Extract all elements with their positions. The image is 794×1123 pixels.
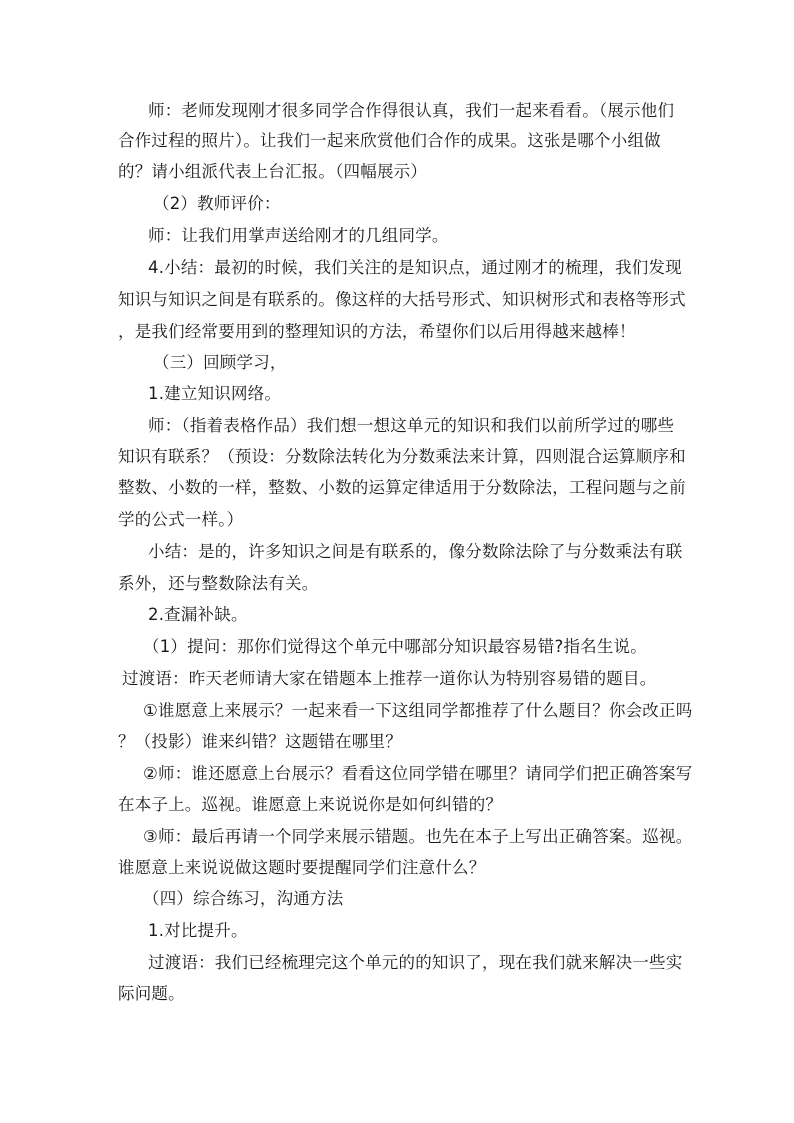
paragraph-line: 师：（指着表格作品）我们想一想这单元的知识和我们以前所学过的哪些 — [148, 416, 675, 435]
section-heading: 2.查漏补缺。 — [148, 605, 248, 624]
section-heading: （四）综合练习，沟通方法 — [143, 889, 344, 908]
paragraph-line: ②师：谁还愿意上台展示？看看这位同学错在哪里？请同学们把正确答案写 — [143, 764, 693, 783]
section-heading: （三）回顾学习， — [153, 353, 287, 372]
paragraph-line: 4.小结：最初的时候，我们关注的是知识点，通过刚才的梳理，我们发现 — [148, 258, 682, 277]
paragraph-line: 学的公式一样。） — [118, 510, 244, 529]
paragraph-line: 在本子上。巡视。谁愿意上来说说你是如何纠错的？ — [118, 795, 503, 814]
paragraph-line: 整数、小数的一样，整数、小数的运算定律适用于分数除法，工程问题与之前 — [118, 478, 686, 497]
paragraph-line: 知识与知识之间是有联系的。像这样的大括号形式、知识树形式和表格等形式 — [118, 290, 686, 309]
paragraph-line: 合作过程的照片）。让我们一起来欣赏他们合作的成果。这张是哪个小组做 — [118, 131, 661, 150]
paragraph-line: 过渡语：昨天老师请大家在错题本上推荐一道你认为特别容易错的题目。 — [122, 669, 657, 688]
paragraph-line: ③师：最后再请一个同学来展示错题。也先在本子上写出正确答案。巡视。 — [143, 827, 693, 846]
section-heading: （2）教师评价： — [153, 194, 281, 213]
paragraph-line: 谁愿意上来说说做这题时要提醒同学们注意什么？ — [118, 858, 486, 877]
paragraph-line: 知识有联系？（预设：分数除法转化为分数乘法来计算，四则混合运算顺序和 — [118, 447, 686, 466]
paragraph-line: ①谁愿意上来展示？一起来看一下这组同学都推荐了什么题目？你会改正吗 — [143, 701, 693, 720]
paragraph-line: ，是我们经常要用到的整理知识的方法，希望你们以后用得越来越棒！ — [118, 322, 636, 341]
paragraph-line: 的？请小组派代表上台汇报。（四幅展示） — [118, 162, 428, 181]
paragraph-line: 小结：是的，许多知识之间是有联系的，像分数除法除了与分数乘法有联 — [148, 542, 683, 561]
section-heading: 1.建立知识网络。 — [148, 384, 282, 403]
paragraph-line: 师：老师发现刚才很多同学合作得很认真，我们一起来看看。（展示他们 — [148, 101, 675, 120]
paragraph-line: 师：让我们用掌声送给刚才的几组同学。 — [148, 226, 449, 245]
section-heading: 1.对比提升。 — [148, 921, 248, 940]
paragraph-line: ？（投影）谁来纠错？这题错在哪里？ — [118, 732, 402, 751]
paragraph-line: 际问题。 — [118, 984, 185, 1003]
paragraph-line: 系外，还与整数除法有关。 — [118, 574, 319, 593]
paragraph-line: 过渡语：我们已经梳理完这个单元的的知识了，现在我们就来解决一些实 — [148, 953, 683, 972]
paragraph-line: （1）提问：那你们觉得这个单元中哪部分知识最容易错?指名生说。 — [143, 637, 647, 656]
